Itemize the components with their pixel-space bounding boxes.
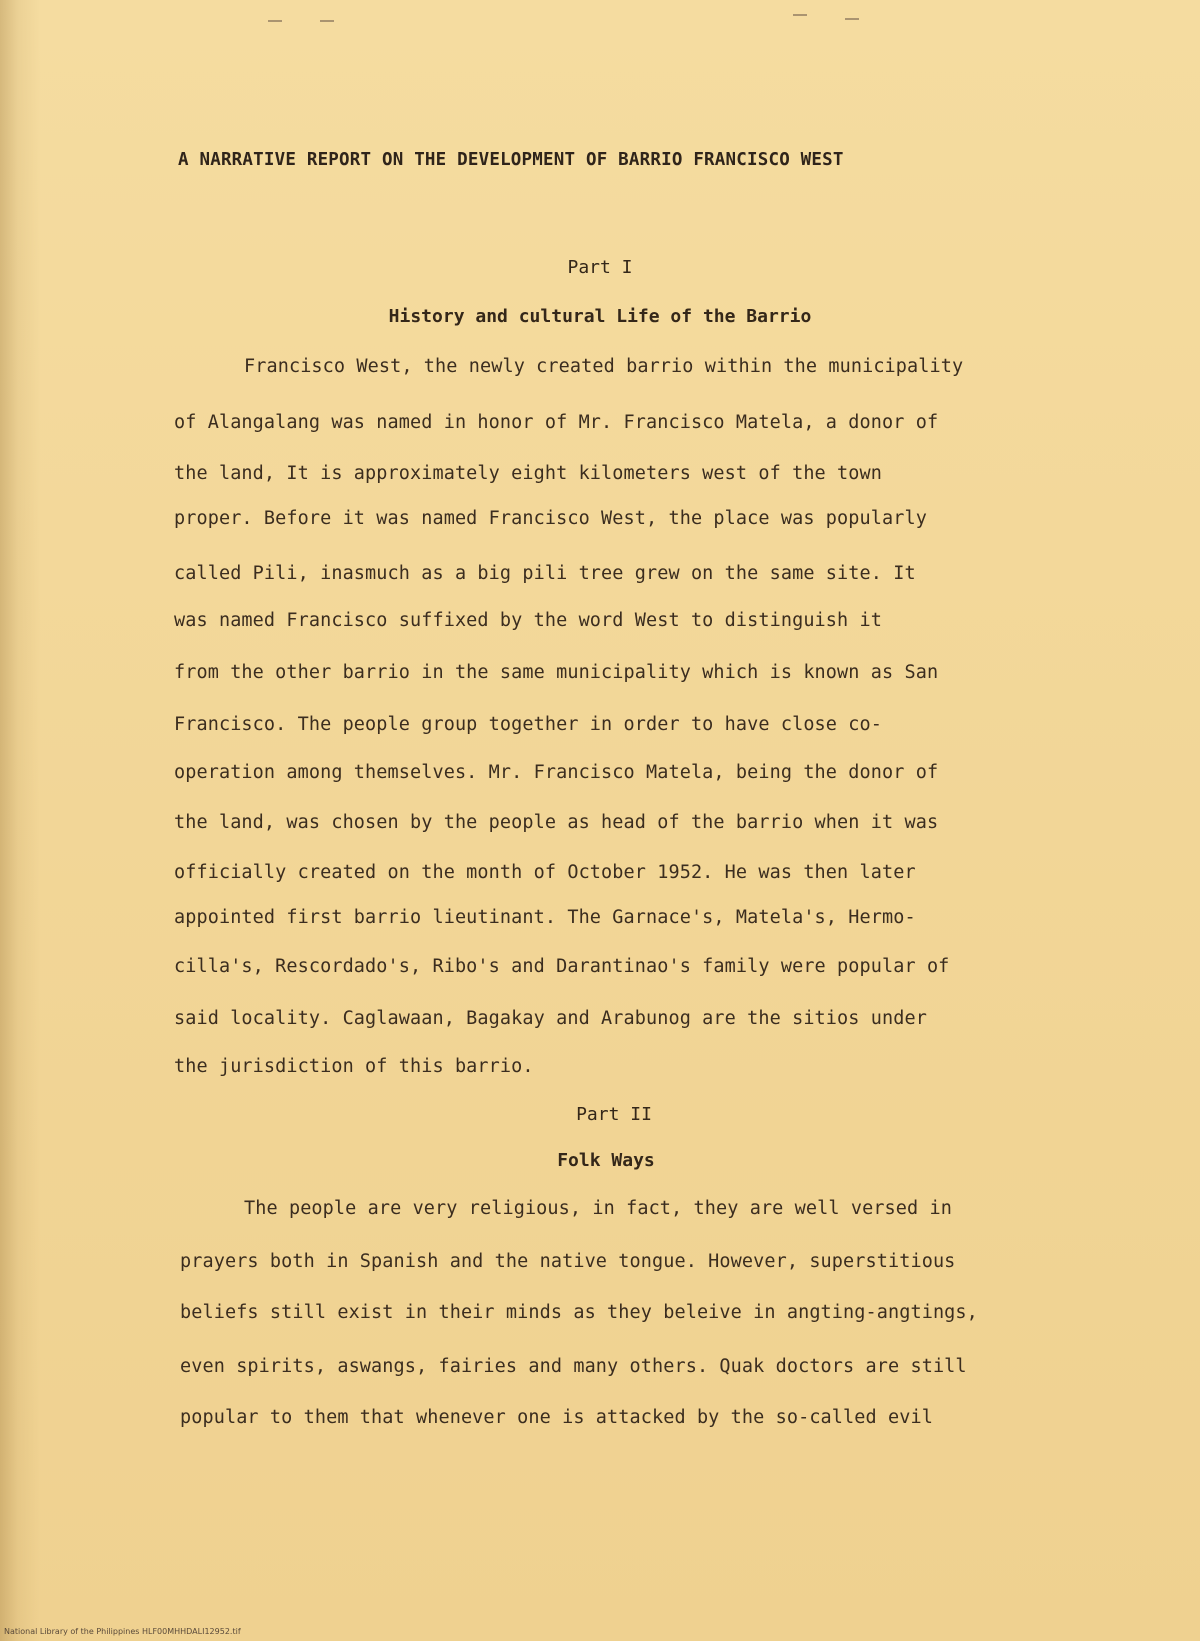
paragraph-line: cilla's, Rescordado's, Ribo's and Darantinao's family were popular of <box>174 956 950 977</box>
paragraph-line: Francisco. The people group together in order to have close co- <box>174 714 882 735</box>
paragraph-line: Francisco West, the newly created barrio within the municipality <box>244 356 964 377</box>
paragraph-line: called Pili, inasmuch as a big pili tree grew on the same site. It <box>174 563 916 584</box>
paragraph-line: officially created on the month of October 1952. He was then later <box>174 862 916 883</box>
paragraph-line: appointed first barrio lieutinant. The Garnace's, Matela's, Hermo- <box>174 907 916 928</box>
paragraph-line: the land, was chosen by the people as head of the barrio when it was <box>174 812 939 833</box>
paragraph-line: beliefs still exist in their minds as they beleive in angting-angtings, <box>180 1302 978 1323</box>
part2-label: Part II <box>576 1104 652 1125</box>
top-mark <box>320 20 334 22</box>
document-title: A NARRATIVE REPORT ON THE DEVELOPMENT OF BARRIO FRANCISCO WEST <box>178 150 844 170</box>
paragraph-line: The people are very religious, in fact, they are well versed in <box>244 1198 952 1219</box>
top-mark <box>793 14 807 16</box>
paragraph-line: of Alangalang was named in honor of Mr. Francisco Matela, a donor of <box>174 412 939 433</box>
paragraph-line: said locality. Caglawaan, Bagakay and Arabunog are the sitios under <box>174 1008 927 1029</box>
part1-subtitle: History and cultural Life of the Barrio <box>388 306 812 327</box>
paragraph-line: the land, It is approximately eight kilometers west of the town <box>174 463 882 484</box>
part2-subtitle: Folk Ways <box>557 1150 655 1171</box>
paragraph-line: proper. Before it was named Francisco West, the place was popularly <box>174 508 927 529</box>
paragraph-line: prayers both in Spanish and the native tongue. However, superstitious <box>180 1251 956 1272</box>
paragraph-line: operation among themselves. Mr. Francisco Matela, being the donor of <box>174 762 939 783</box>
paragraph-line: was named Francisco suffixed by the word West to distinguish it <box>174 610 882 631</box>
paragraph-line: popular to them that whenever one is attacked by the so-called evil <box>180 1407 933 1428</box>
paragraph-line: from the other barrio in the same municipality which is known as San <box>174 662 939 683</box>
top-mark <box>268 20 282 22</box>
top-mark <box>845 18 859 20</box>
part1-label: Part I <box>567 257 633 278</box>
paragraph-line: the jurisdiction of this barrio. <box>174 1056 534 1077</box>
footer-caption: National Library of the Philippines HLF00MHHDALI12952.tif <box>4 1627 241 1636</box>
paragraph-line: even spirits, aswangs, fairies and many others. Quak doctors are still <box>180 1356 967 1377</box>
